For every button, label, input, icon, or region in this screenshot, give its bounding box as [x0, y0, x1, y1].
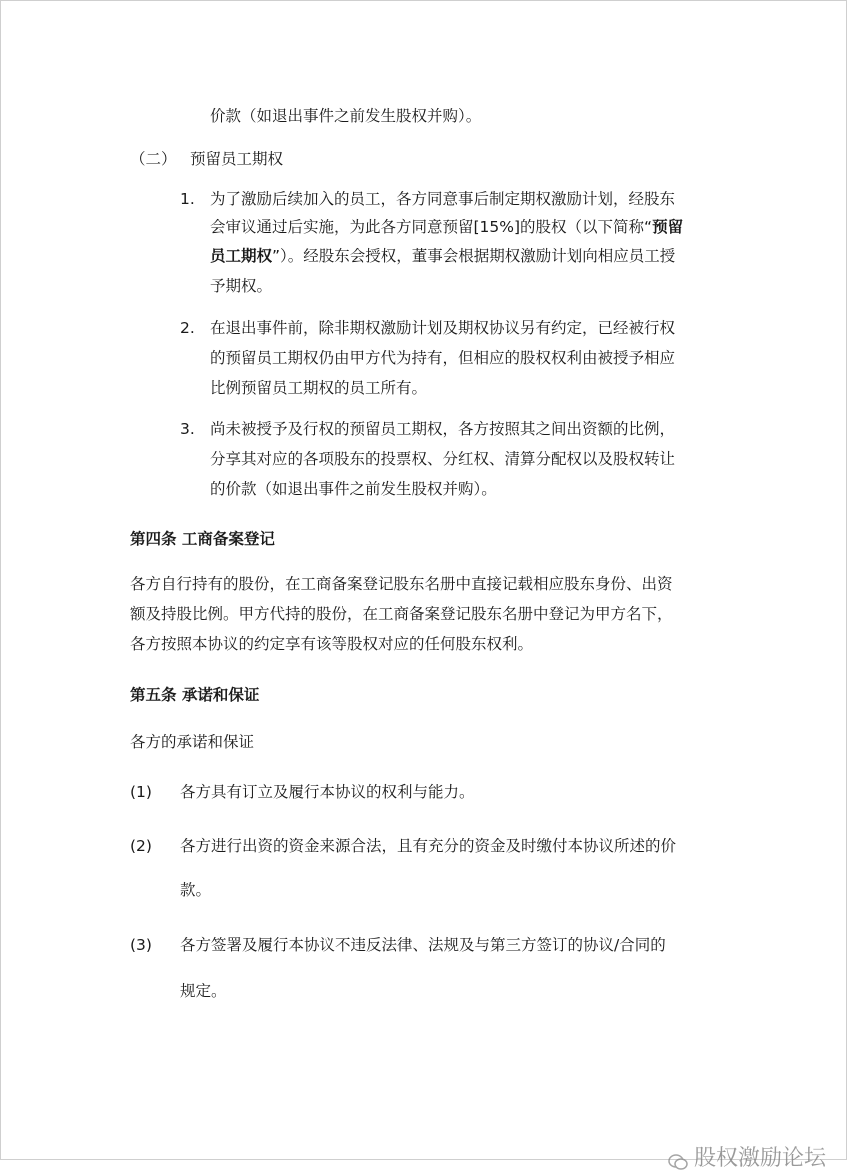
- item-3-line-1: 尚未被授予及行权的预留员工期权，各方按照其之间出资额的比例，: [210, 420, 676, 438]
- watermark: [668, 1141, 826, 1172]
- section-label: （二）: [130, 150, 177, 168]
- item-number: 2.: [180, 319, 195, 337]
- warranty-2-line-1: 各方进行出资的资金来源合法，且有充分的资金及时缴付本协议所述的价: [180, 837, 677, 855]
- item-1-line-3-text: ”）。经股东会授权，董事会根据期权激励计划向相应员工授: [272, 247, 676, 265]
- item-3-line-3: 的价款（如退出事件之前发生股权并购）。: [210, 480, 497, 498]
- item-3-line-2: 分享其对应的各项股东的投票权、分红权、清算分配权以及股权转让: [210, 450, 676, 468]
- item-1-line-2: [210, 216, 683, 238]
- section-title: 预留员工期权: [190, 150, 284, 168]
- item-1-line-2-text: 会审议通过后实施，为此各方同意预留[15%]的股权（以下简称“: [210, 218, 653, 236]
- warranty-number: (2): [130, 837, 152, 855]
- article-4-line-3: 各方按照本协议的约定享有该等股权对应的任何股东权利。: [130, 635, 534, 653]
- warranty-number: (3): [130, 936, 152, 954]
- wechat-icon: [668, 1151, 688, 1167]
- item-1-line-1: 为了激励后续加入的员工，各方同意事后制定期权激励计划，经股东: [210, 190, 676, 208]
- item-2-line-1: 在退出事件前，除非期权激励计划及期权协议另有约定，已经被行权: [210, 319, 676, 337]
- warranty-3-line-1: 各方签署及履行本协议不违反法律、法规及与第三方签订的协议/合同的: [180, 936, 666, 954]
- item-2-line-2: 的预留员工期权仍由甲方代为持有，但相应的股权权利由被授予相应: [210, 349, 676, 367]
- watermark-text: 股权激励论坛: [694, 1146, 827, 1171]
- continuation-line: 价款（如退出事件之前发生股权并购）。: [210, 107, 482, 125]
- item-1-line-4: 予期权。: [210, 277, 273, 295]
- warranty-number: (1): [130, 783, 152, 801]
- item-number: 1.: [180, 190, 195, 208]
- article-4-line-1: 各方自行持有的股份，在工商备案登记股东名册中直接记载相应股东身份、出资: [130, 575, 673, 593]
- article-4-title: 第四条 工商备案登记: [130, 530, 275, 548]
- item-number: 3.: [180, 420, 195, 438]
- item-1-bold-term: 预留: [652, 218, 684, 236]
- article-5-title: 第五条 承诺和保证: [130, 686, 260, 704]
- article-5-intro: 各方的承诺和保证: [130, 733, 255, 751]
- item-1-line-3: [210, 245, 675, 267]
- item-1-bold-term-cont: 员工期权: [210, 247, 273, 265]
- warranty-2-line-2: 款。: [180, 881, 212, 899]
- article-4-line-2: 额及持股比例。甲方代持的股份，在工商备案登记股东名册中登记为甲方名下，: [130, 605, 673, 623]
- warranty-1-line-1: 各方具有订立及履行本协议的权利与能力。: [180, 783, 475, 801]
- item-2-line-3: 比例预留员工期权的员工所有。: [210, 379, 428, 397]
- warranty-3-line-2: 规定。: [180, 982, 227, 1000]
